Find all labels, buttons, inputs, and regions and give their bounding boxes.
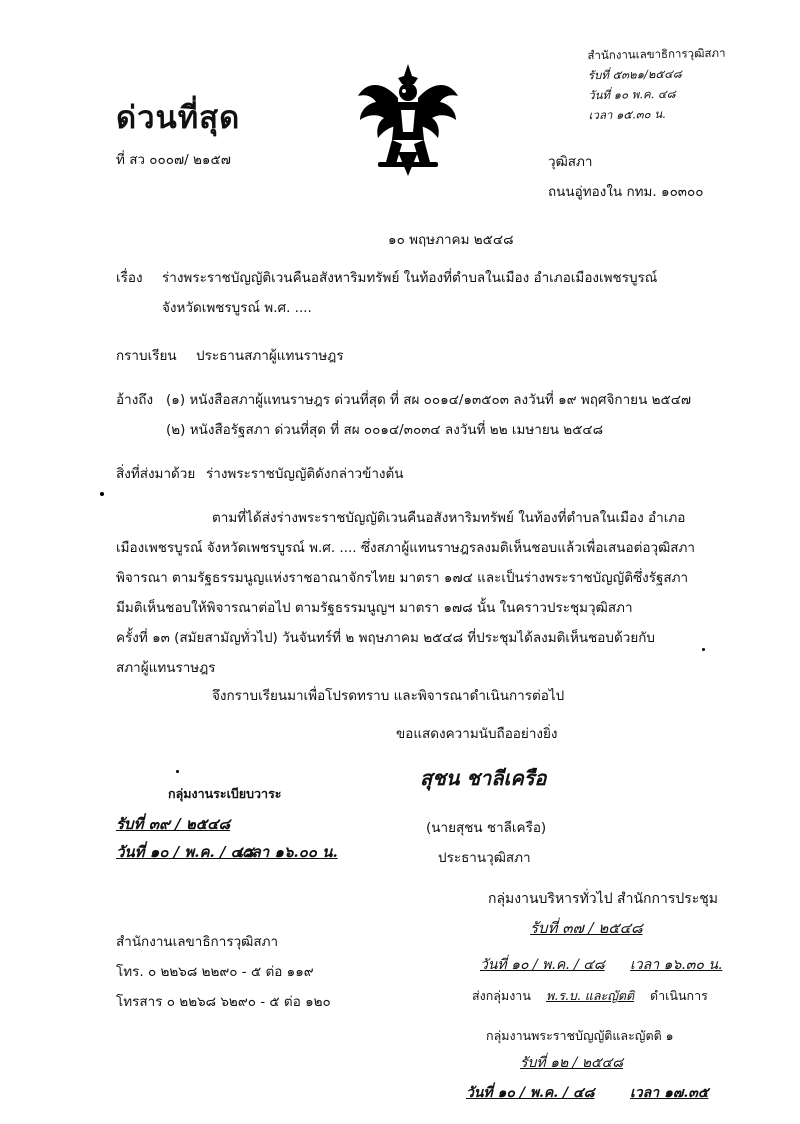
- footer-fax: โทรสาร ๐ ๒๒๖๘ ๖๒๙๐ - ๕ ต่อ ๑๒๐: [116, 994, 331, 1010]
- right-stamp-2-date: วันที่ ๑๐ / พ.ค. / ๔๘: [466, 1085, 595, 1101]
- right-stamp-1-time: เวลา ๑๖.๓๐ น.: [630, 957, 723, 973]
- right-stamp-2-title: กลุ่มงานพระราชบัญญัติและญัตติ ๑: [486, 1028, 674, 1043]
- right-stamp-1-date: วันที่ ๑๐ / พ.ค. / ๔๘: [480, 957, 605, 973]
- enclosure-label: สิ่งที่ส่งมาด้วย: [116, 466, 196, 482]
- paragraph-line-2: เมืองเพชรบูรณ์ จังหวัดเพชรบูรณ์ พ.ศ. .... ซึ่งสภาผู้แทนราษฎรลงมติเห็นชอบแล้วเพื่อเสนอต่อวุฒิสภา: [116, 540, 695, 556]
- reference-label: อ้างถึง: [116, 392, 154, 408]
- handwritten-signature: สุชน ชาลีเครือ: [420, 766, 547, 790]
- right-stamp-1-forward-to: พ.ร.บ. และญัตติ: [546, 988, 635, 1003]
- paragraph-line-6: สภาผู้แทนราษฎร: [116, 660, 216, 676]
- paragraph-line-4: มีมติเห็นชอบให้พิจารณาต่อไป ตามรัฐธรรมนูญฯ มาตรา ๑๗๘ นั้น ในคราวประชุมวุฒิสภา: [116, 600, 633, 616]
- reference-2: (๒) หนังสือรัฐสภา ด่วนที่สุด ที่ สผ ๐๐๑๔/๓๐๓๔ ลงวันที่ ๒๒ เมษายน ๒๕๔๘: [166, 422, 604, 438]
- organization: วุฒิสภา: [548, 154, 593, 170]
- footer-office: สำนักงานเลขาธิการวุฒิสภา: [116, 934, 279, 950]
- reference-number: ที่ สว ๐๐๐๗/ ๒๑๕๗: [116, 152, 231, 168]
- salutation: ขอแสดงความนับถืออย่างยิ่ง: [396, 726, 558, 742]
- right-stamp-2-received: รับที่ ๑๒ / ๒๕๔๘: [520, 1055, 624, 1071]
- left-stamp-title: กลุ่มงานระเบียบวาระ: [168, 786, 282, 801]
- right-stamp-2-time: เวลา ๑๗.๓๕: [630, 1085, 709, 1101]
- addressee-label: กราบเรียน: [116, 348, 177, 364]
- right-stamp-1-title: กลุ่มงานบริหารทั่วไป สำนักการประชุม: [488, 891, 719, 907]
- reference-1: (๑) หนังสือสภาผู้แทนราษฎร ด่วนที่สุด ที่ สผ ๐๐๑๔/๑๓๕๐๓ ลงวันที่ ๑๙ พฤศจิกายน ๒๕๔๗: [166, 392, 692, 408]
- organization-address: ถนนอู่ทองใน กทม. ๑๐๓๐๐: [548, 184, 704, 200]
- garuda-emblem-icon: [352, 62, 464, 178]
- document-date: ๑๐ พฤษภาคม ๒๕๔๘: [388, 232, 514, 248]
- paragraph-line-5: ครั้งที่ ๑๓ (สมัยสามัญทั่วไป) วันจันทร์ที่ ๒ พฤษภาคม ๒๕๔๘ ที่ประชุมได้ลงมติเห็นชอบด้วยกับ: [116, 630, 655, 646]
- addressee: ประธานสภาผู้แทนราษฎร: [196, 348, 344, 364]
- closing-request: จึงกราบเรียนมาเพื่อโปรดทราบ และพิจารณาดำเนินการต่อไป: [212, 688, 565, 704]
- subject-line-1: ร่างพระราชบัญญัติเวนคืนอสังหาริมทรัพย์ ในท้องที่ตำบลในเมือง อำเภอเมืองเพชรบูรณ์: [162, 270, 658, 286]
- top-right-stamp-line3: วันที่ ๑๐ พ.ค. ๔๘: [588, 86, 676, 103]
- enclosure: ร่างพระราชบัญญัติดังกล่าวข้างต้น: [206, 466, 404, 482]
- left-stamp-received: รับที่ ๓๙ / ๒๕๔๘: [116, 815, 231, 833]
- top-right-stamp: [587, 45, 726, 125]
- subject-label: เรื่อง: [116, 270, 143, 286]
- top-right-stamp-line4: เวลา ๑๕.๓๐ น.: [588, 106, 666, 123]
- urgency-label: ด่วนที่สุด: [116, 100, 241, 136]
- subject-line-2: จังหวัดเพชรบูรณ์ พ.ศ. ....: [162, 300, 312, 316]
- right-stamp-1-forward-label: ส่งกลุ่มงาน: [472, 988, 531, 1003]
- scan-speck: [100, 492, 104, 496]
- signatory-name: (นายสุชน ชาลีเครือ): [426, 820, 547, 836]
- footer-phone: โทร. ๐ ๒๒๖๘ ๒๒๙๐ - ๕ ต่อ ๑๑๙: [116, 964, 314, 980]
- top-right-stamp-line1: สำนักงานเลขาธิการวุฒิสภา: [587, 45, 726, 63]
- left-stamp-date: วันที่ ๑๐ / พ.ค. / ๔๘: [116, 843, 254, 861]
- left-stamp-time: เวลา ๑๖.๐๐ น.: [238, 843, 338, 861]
- paragraph-line-3: พิจารณา ตามรัฐธรรมนูญแห่งราชอาณาจักรไทย มาตรา ๑๗๔ และเป็นร่างพระราชบัญญัติซึ่งรัฐสภา: [116, 570, 689, 586]
- scan-speck: [176, 770, 179, 773]
- paragraph-line-1: ตามที่ได้ส่งร่างพระราชบัญญัติเวนคืนอสังหาริมทรัพย์ ในท้องที่ตำบลในเมือง อำเภอ: [212, 510, 686, 526]
- right-stamp-1-received: รับที่ ๓๗ / ๒๕๔๘: [530, 919, 643, 937]
- top-right-stamp-line2: รับที่ ๕๓๒๑/๒๕๔๘: [587, 66, 682, 83]
- signatory-title: ประธานวุฒิสภา: [438, 850, 531, 866]
- right-stamp-1-action: ดำเนินการ: [650, 988, 708, 1003]
- scan-speck: [702, 648, 705, 651]
